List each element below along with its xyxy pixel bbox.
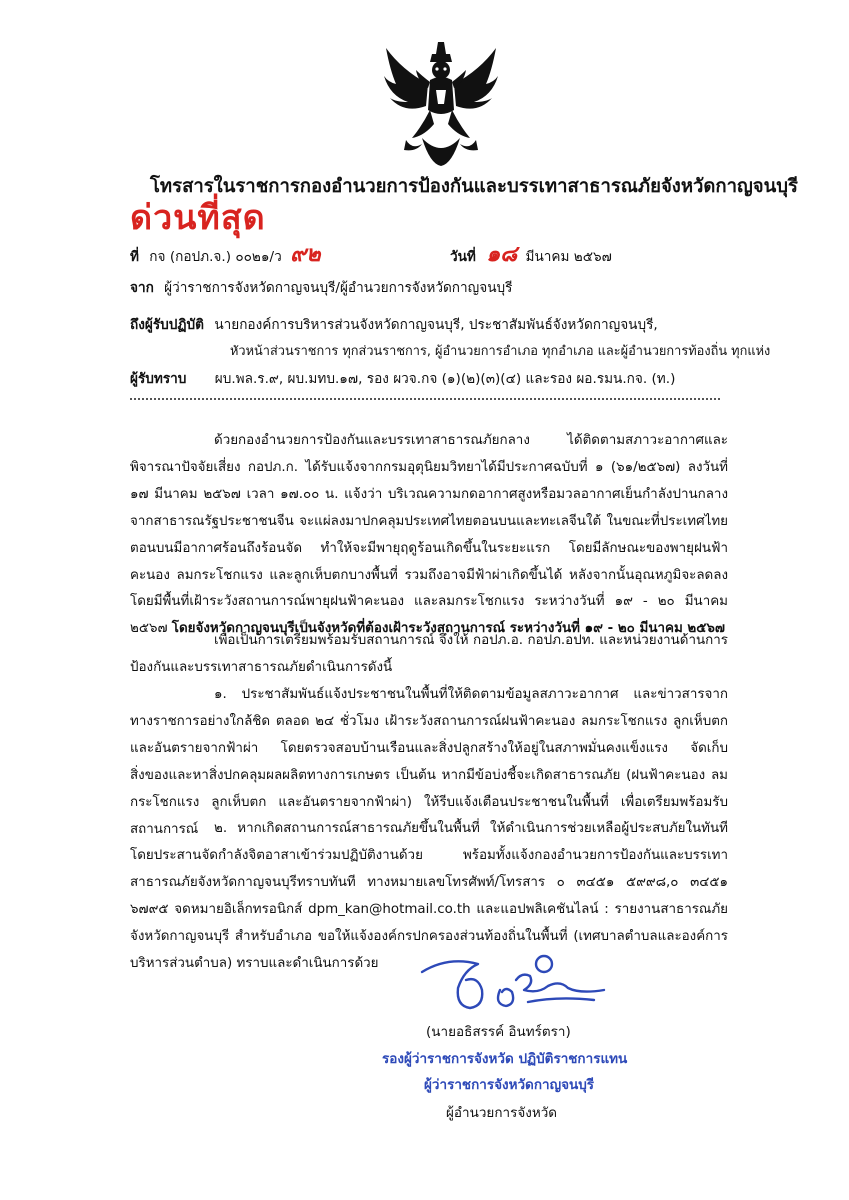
- paragraph-3-text: ๑. ประชาสัมพันธ์แจ้งประชาชนในพื้นที่ให้ติดตามข้อมูลสภาวะอากาศ และข่าวสารจากทางราชการอย่างใกล้ชิด ตลอด ๒๔ ชั่วโมง เฝ้าระวังสถานการณ์ฝนฟ้าคะนอง ลมกระโชกแรง ลูกเห็บตก และอันตรายจากฟ้าผ่า โดยตรวจสอบบ้านเรือนและสิ่งปลูกสร้างให้อยู่ในสภาพมั่นคงแข็งแรง จัดเก็บสิ่งของและหาสิ่งปกคลุมผลผลิตทางการเกษตร เป็นต้น หากมีข้อบ่งชี้จะเกิดสาธารณภัย (ฝนฟ้าคะนอง ลมกระโชกแรง ลูกเห็บตก และอันตรายจากฟ้าผ่า) ให้รีบแจ้งเตือนประชาชนในพื้นที่ เพื่อเตรียมพร้อมรับสถานการณ์: [130, 687, 728, 837]
- cc-line: [130, 367, 675, 389]
- date-rest: มีนาคม ๒๕๖๗: [525, 249, 612, 265]
- urgent-stamp: ด่วนที่สุด: [130, 198, 266, 238]
- date-label: วันที่: [450, 249, 476, 265]
- to-line-2: หัวหน้าส่วนราชการ ทุกส่วนราชการ, ผู้อำนวยการอำเภอ ทุกอำเภอ และผู้อำนวยการท้องถิ่น ทุกแห่ง: [230, 344, 771, 359]
- signer-name: (นายอธิสรรค์ อินทร์ตรา): [426, 1024, 571, 1040]
- separator-dotted: [130, 398, 720, 400]
- date-day: ๑๘: [486, 242, 518, 267]
- cc-value: ผบ.พล.ร.๙, ผบ.มทบ.๑๗, รอง ผวจ.กจ (๑)(๒)(๓)(๔) และรอง ผอ.รมน.กจ. (ท.): [214, 371, 676, 387]
- signer-position-2: ผู้ว่าราชการจังหวัดกาญจนบุรี: [424, 1077, 595, 1093]
- from-value: ผู้ว่าราชการจังหวัดกาญจนบุรี/ผู้อำนวยการจังหวัดกาญจนบุรี: [164, 280, 513, 296]
- reference-line: [130, 236, 321, 271]
- ref-number: กจ (กอปภ.จ.) ๐๐๒๑/ว: [149, 249, 282, 265]
- paragraph-4-text: ๒. หากเกิดสถานการณ์สาธารณภัยขึ้นในพื้นที่ ให้ดำเนินการช่วยเหลือผู้ประสบภัยในทันทีโดยประสานจัดกำลังจิตอาสาเข้าร่วมปฏิบัติงานด้วย พร้อมทั้งแจ้งกองอำนวยการป้องกันและบรรเทาสาธารณภัยจังหวัดกาญจนบุรีทราบทันที ทางหมายเลขโทรศัพท์/โทรสาร ๐ ๓๔๕๑ ๕๙๙๘,๐ ๓๔๕๑ ๖๗๙๕ จดหมายอิเล็กทรอนิกส์ dpm_kan@hotmail.co.th และแอปพลิเคชันไลน์ : รายงานสาธารณภัยจังหวัดกาญจนบุรี สำหรับอำเภอ ขอให้แจ้งองค์กรปกครองส่วนท้องถิ่นในพื้นที่ (เทศบาลตำบลและองค์การบริหารส่วนตำบล) ทราบและดำเนินการด้วย: [130, 821, 728, 971]
- signer-position-3: ผู้อำนวยการจังหวัด: [446, 1105, 558, 1121]
- paragraph-1-text: ด้วยกองอำนวยการป้องกันและบรรเทาสาธารณภัยกลาง ได้ติดตามสภาวะอากาศและพิจารณาปัจจัยเสี่ยง กอปภ.ก. ได้รับแจ้งจากกรมอุตุนิยมวิทยาได้มีประกาศฉบับที่ ๑ (๖๑/๒๕๖๗) ลงวันที่ ๑๗ มีนาคม ๒๕๖๗ เวลา ๑๗.๐๐ น. แจ้งว่า บริเวณความกดอากาศสูงหรือมวลอากาศเย็นกำลังปานกลางจากสาธารณรัฐประชาชนจีน จะแผ่ลงมาปกคลุมประเทศไทยตอนบนและทะเลจีนใต้ ในขณะที่ประเทศไทยตอนบนมีอากาศร้อนถึงร้อนจัด ทำให้จะมีพายุฤดูร้อนเกิดขึ้นในระยะแรก โดยมีลักษณะของพายุฝนฟ้าคะนอง ลมกระโชกแรง และลูกเห็บตกบางพื้นที่ รวมถึงอาจมีฟ้าผ่าเกิดขึ้นได้ หลังจากนั้นอุณหภูมิจะลดลง โดยมีพื้นที่เฝ้าระวังสถานการณ์พายุฝนฟ้าคะนอง และลมกระโชกแรง ระหว่างวันที่ ๑๙ - ๒๐ มีนาคม ๒๕๖๗: [130, 433, 728, 637]
- paragraph-1-bold: โดยจังหวัดกาญจนบุรีเป็นจังหวัดที่ต้องเฝ้าระวังสถานการณ์ ระหว่างวันที่ ๑๙ - ๒๐ มีนาคม ๒๕๖๗: [171, 621, 725, 637]
- from-label: จาก: [130, 280, 154, 296]
- to-label: ถึงผู้รับปฏิบัติ: [130, 317, 204, 333]
- handwritten-signature: [418, 950, 608, 1018]
- garuda-emblem-icon: [382, 40, 500, 168]
- ref-label: ที่: [130, 249, 139, 265]
- document-title: โทรสารในราชการกองอำนวยการป้องกันและบรรเทาสาธารณภัยจังหวัดกาญจนบุรี: [150, 176, 798, 197]
- to-line: [130, 313, 658, 335]
- to-line1: นายกองค์การบริหารส่วนจังหวัดกาญจนบุรี, ประชาสัมพันธ์จังหวัดกาญจนบุรี,: [214, 317, 658, 333]
- cc-label: ผู้รับทราบ: [130, 371, 187, 387]
- paragraph-1: [130, 428, 728, 643]
- paragraph-2: [130, 628, 728, 682]
- from-line: [130, 276, 512, 298]
- date-line: [450, 236, 612, 271]
- signer-position-1: รองผู้ว่าราชการจังหวัด ปฏิบัติราชการแทน: [382, 1051, 628, 1067]
- paragraph-2-text: เพื่อเป็นการเตรียมพร้อมรับสถานการณ์ จึงให้ กอปภ.อ. กอปภ.อปท. และหน่วยงานด้านการป้องกันและบรรเทาสาธารณภัยดำเนินการดังนี้: [130, 633, 728, 675]
- ref-handwritten-number: ๙๒: [290, 242, 321, 267]
